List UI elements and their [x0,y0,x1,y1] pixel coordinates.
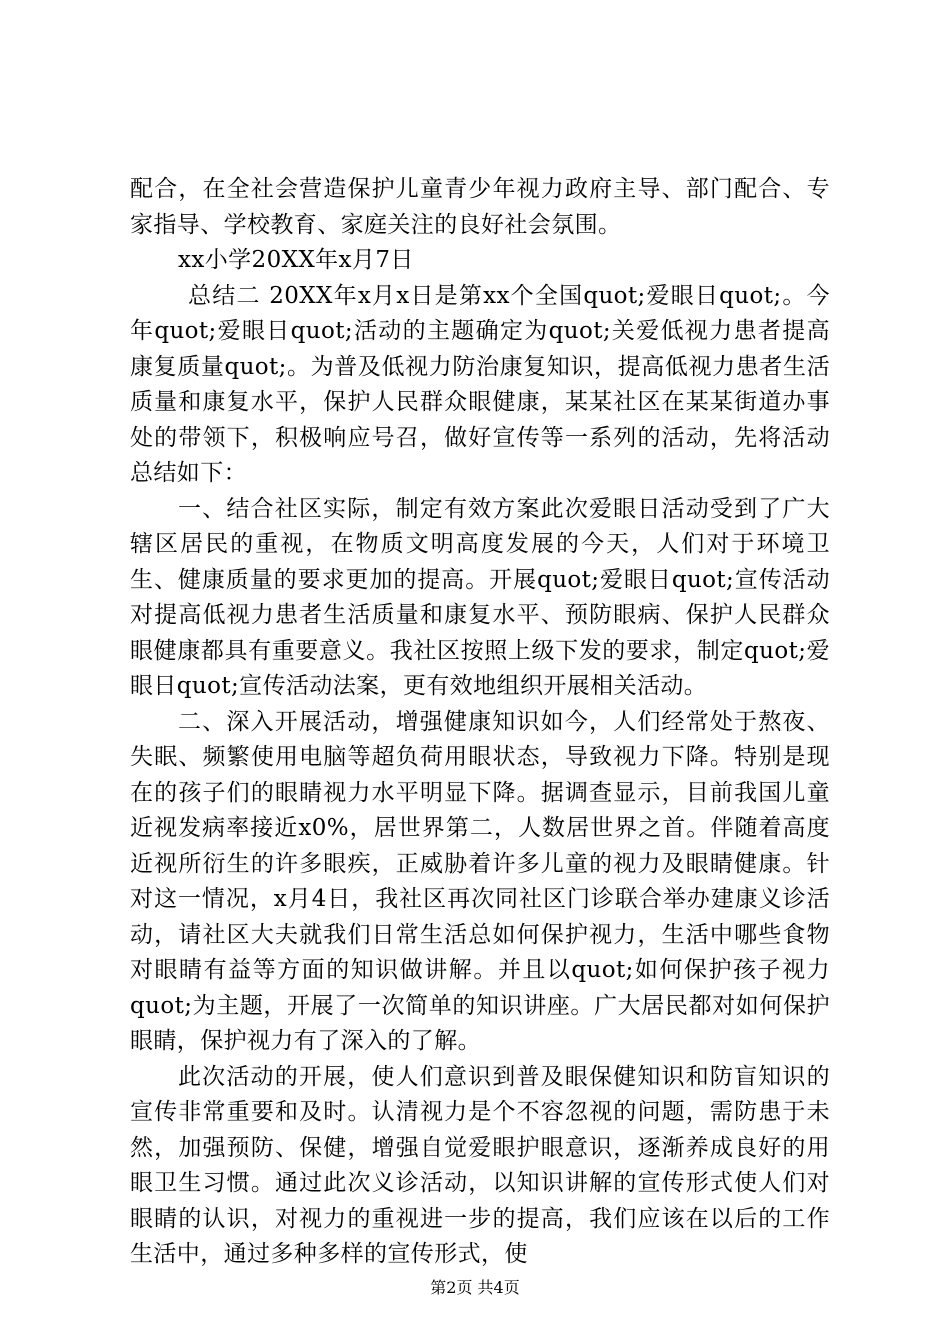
document-body [130,172,830,1273]
paragraph-conclusion: 此次活动的开展，使人们意识到普及眼保健知识和防盲知识的宣传非常重要和及时。认清视力是个不容忽视的问题，需防患于未然，加强预防、保健，增强自觉爱眼护眼意识，逐渐养成良好的用眼卫生习惯。通过此次义诊活动，以知识讲解的宣传形式使人们对眼睛的认识，对视力的重视进一步的提高，我们应该在以后的工作生活中，通过多种多样的宣传形式，使 [130,1063,830,1267]
paragraph-closing-sentence: 配合，在全社会营造保护儿童青少年视力政府主导、部门配合、专家指导、学校教育、家庭关注的良好社会氛围。 [130,176,830,238]
signature-date-line: xx小学20XX年x月7日 [178,247,414,273]
paragraph-section-one: 一、结合社区实际，制定有效方案此次爱眼日活动受到了广大辖区居民的重视，在物质文明高度发展的今天，人们对于环境卫生、健康质量的要求更加的提高。开展quot;爱眼日quot;宣传活动对提高低视力患者生活质量和康复水平、预防眼病、保护人民群众眼健康都具有重要意义。我社区按照上级下发的要求，制定quot;爱眼日quot;宣传活动法案，更有效地组织开展相关活动。 [130,495,830,699]
paragraph-section-two: 二、深入开展活动，增强健康知识如今，人们经常处于熬夜、失眠、频繁使用电脑等超负荷用眼状态，导致视力下降。特别是现在的孩子们的眼睛视力水平明显下降。据调查显示，目前我国儿童近视发病率接近x0%，居世界第二，人数居世界之首。伴随着高度近视所衍生的许多眼疾，正威胁着许多儿童的视力及眼睛健康。针对这一情况，x月4日，我社区再次同社区门诊联合举办建康义诊活动，请社区大夫就我们日常生活总如何保护视力，生活中哪些食物对眼睛有益等方面的知识做讲解。并且以quot;如何保护孩子视力quot;为主题，开展了一次简单的知识讲座。广大居民都对如何保护眼睛，保护视力有了深入的了解。 [130,708,830,1054]
paragraph-summary-intro: 总结二 20XX年x月x日是第xx个全国quot;爱眼日quot;。今年quot;爱眼日quot;活动的主题确定为quot;关爱低视力患者提高康复质量quot;。为普及低视力防治康复知识，提高低视力患者生活质量和康复水平，保护人民群众眼健康，某某社区在某某街道办事处的带领下，积极响应号召，做好宣传等一系列的活动，先将活动总结如下： [130,282,830,486]
page-number-footer: 第2页 共4页 [430,1278,520,1297]
